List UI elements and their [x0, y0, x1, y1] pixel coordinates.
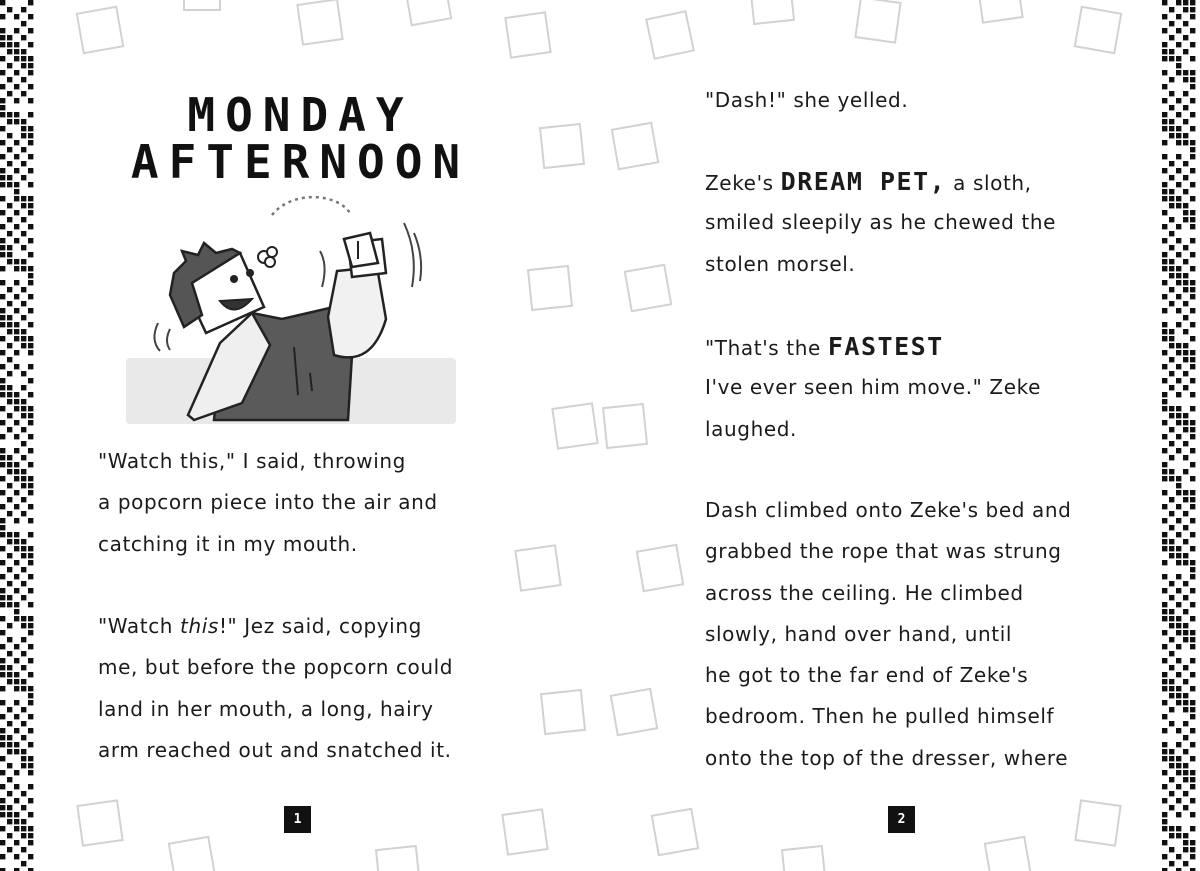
- outline-square-icon: [376, 846, 420, 871]
- outline-square-icon: [637, 545, 683, 591]
- left-paragraph-2: [98, 606, 453, 771]
- text-line: [705, 161, 1056, 202]
- outline-square-icon: [652, 809, 698, 855]
- text-line: bedroom. Then he pulled himself: [705, 704, 1055, 729]
- text-line: a popcorn piece into the air and: [98, 490, 438, 515]
- fastest-emphasis: FASTEST: [827, 332, 944, 361]
- emphasized-word: this: [180, 614, 219, 638]
- text-line: Dash climbed onto Zeke's bed and: [705, 498, 1072, 522]
- text-line: "Watch this," I said, throwing: [98, 449, 406, 473]
- dream-pet-emphasis: DREAM PET,: [780, 167, 947, 196]
- outline-square-icon: [541, 690, 585, 734]
- text-line: [98, 606, 453, 647]
- text-line: catching it in my mouth.: [98, 531, 358, 556]
- text-line: me, but before the popcorn could: [98, 655, 454, 680]
- chapter-title: [128, 88, 473, 189]
- text-line: land in her mouth, a long, hairy: [98, 696, 434, 721]
- outline-square-icon: [646, 11, 693, 58]
- text-line: "Dash!" she yelled.: [705, 88, 909, 112]
- text-line: smiled sleepily as he chewed the: [705, 210, 1057, 235]
- outline-square-icon: [985, 837, 1031, 871]
- text-line: grabbed the rope that was strung: [705, 539, 1062, 564]
- outline-square-icon: [515, 545, 560, 590]
- outline-square-icon: [297, 0, 342, 45]
- outline-square-icon: [184, 0, 220, 10]
- text-line: laughed.: [705, 416, 798, 441]
- text-segment: !" Jez said, copying: [218, 614, 422, 638]
- text-line: he got to the far end of Zeke's: [705, 663, 1029, 688]
- outline-square-icon: [540, 124, 584, 168]
- pixel-checker-border-icon: [1162, 0, 1200, 871]
- chapter-title-line-1: MONDAY: [187, 88, 414, 142]
- outline-square-icon: [1075, 800, 1120, 845]
- outline-square-icon: [505, 12, 550, 57]
- text-line: arm reached out and snatched it.: [98, 737, 452, 762]
- outline-square-icon: [405, 0, 451, 25]
- boy-catching-popcorn-illustration: [122, 195, 462, 430]
- chapter-title-line-2: AFTERNOON: [130, 135, 471, 189]
- text-line: I've ever seen him move." Zeke: [705, 375, 1042, 400]
- outline-square-icon: [625, 265, 671, 311]
- outline-square-icon: [552, 403, 597, 448]
- outline-square-icon: [977, 0, 1022, 23]
- text-segment: Zeke's: [705, 171, 781, 195]
- right-paragraph-4: [705, 490, 1071, 779]
- outline-square-icon: [77, 7, 123, 53]
- right-paragraph-3: [705, 326, 1041, 450]
- outline-square-icon: [750, 0, 794, 24]
- outline-square-icon: [77, 800, 122, 845]
- left-paragraph-1: [98, 441, 438, 565]
- text-segment: "That's the: [705, 336, 828, 360]
- page-number-right: 2: [888, 806, 915, 833]
- outline-square-icon: [855, 0, 900, 43]
- outline-square-icon: [782, 846, 826, 871]
- text-segment: a sloth,: [946, 171, 1032, 195]
- outline-square-icon: [169, 837, 215, 871]
- outline-square-icon: [603, 404, 647, 448]
- pixel-checker-border-icon: [0, 0, 40, 871]
- outline-square-icon: [611, 689, 657, 735]
- right-paragraph-1: [705, 80, 908, 121]
- text-line: [705, 326, 1041, 367]
- text-line: stolen morsel.: [705, 251, 856, 276]
- page-number-left: 1: [284, 806, 311, 833]
- outline-square-icon: [612, 123, 658, 169]
- text-line: slowly, hand over hand, until: [705, 621, 1013, 646]
- right-paragraph-2: [705, 161, 1056, 285]
- outline-square-icon: [502, 809, 547, 854]
- outline-square-icon: [1075, 7, 1121, 53]
- outline-square-icon: [528, 266, 572, 310]
- text-segment: "Watch: [98, 614, 181, 638]
- text-line: onto the top of the dresser, where: [705, 745, 1069, 770]
- text-line: across the ceiling. He climbed: [705, 580, 1024, 605]
